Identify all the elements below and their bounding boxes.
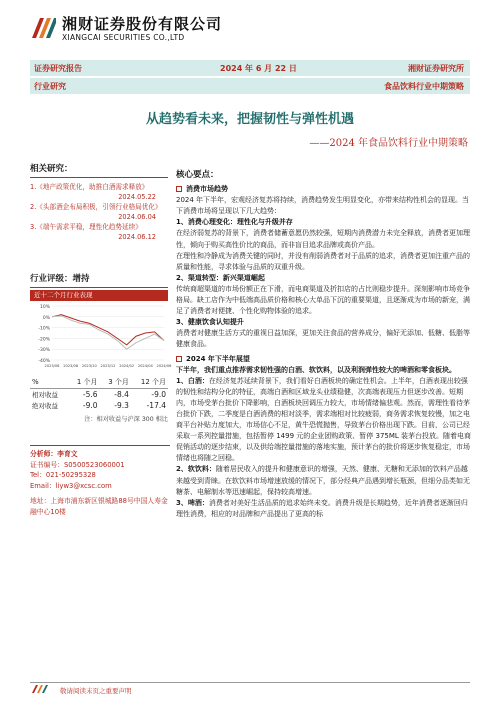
table-cell: -9.0	[82, 401, 98, 410]
footer-logo-icon	[32, 685, 54, 693]
x-tick-label: 2023/12	[100, 364, 116, 368]
related-research	[30, 162, 168, 242]
related-item[interactable]: 1.《地产政策优化，助推白酒需求释放》	[30, 183, 149, 191]
section-divider	[30, 445, 170, 446]
x-tick-label: 2024/02	[119, 364, 135, 368]
table-header: 12 个月	[131, 376, 168, 389]
y-tick-label: -20%	[38, 337, 50, 343]
report-type: 证券研究报告	[34, 64, 82, 73]
related-item-date: 2024.06.12	[118, 233, 156, 241]
footer-disclaimer: 敬请阅读末页之重要声明	[60, 687, 132, 695]
sub-heading: 2、渠道转型：新兴渠道崛起	[176, 273, 265, 282]
chart-title: 近十二个月行业表现	[30, 290, 168, 301]
related-item-date: 2024.05.22	[118, 193, 156, 201]
x-tick-label: 2024/06	[156, 364, 172, 368]
paragraph: 下半年，我们重点推荐需求韧性强的白酒、软饮料，以及利润弹性较大的啤酒和零食板块。	[176, 365, 456, 374]
report-series: 食品饮料行业中期策略	[384, 82, 464, 91]
footer-divider	[30, 682, 470, 683]
key-points-heading: 核心要点：	[176, 170, 219, 180]
company-name-cn: 湘财证券股份有限公司	[62, 15, 223, 33]
paragraph-text: 随着居民收入的提升和健康意识的增强，天然、健康、无糖和无添加的饮料产品越来越受到青睐。在软饮料市场增速放缓的情况下，部分经典产品遇到增长瓶颈，但细分品类如无糖茶、电解制水等迅速崛起，保持较高增速。	[176, 465, 470, 496]
related-item-date: 2024.06.04	[118, 213, 156, 221]
x-tick-label: 2023/10	[81, 364, 97, 368]
paragraph: 在理性和冷静成为消费关键的同时，并没有削弱消费者对于品质的追求，消费者更加注重产品的质量和性能，寻求体验与品质的双重升级。	[176, 251, 470, 271]
table-cell: -5.6	[82, 390, 98, 399]
checkbox-icon	[176, 356, 182, 362]
paragraph: 消费者对健康生活方式的重视日益加深，更加关注食品的营养成分，偏好无添加、低糖、低脂等健康食品。	[176, 329, 470, 349]
institute-name: 湘财证券研究所	[408, 64, 464, 73]
section-heading-text: 消费市场趋势	[186, 185, 228, 194]
paragraph: 在经济弱复苏的背景下，消费者储蓄意愿仍然较强，短期内消费潜力未完全释放，消费者更加理性，倾向于购买高性价比的商品，而非盲目追求品牌或高价产品。	[176, 229, 470, 249]
section-heading	[176, 354, 472, 365]
paragraph	[176, 376, 472, 465]
table-cell: -8.4	[114, 390, 129, 399]
x-tick-label: 2023/06	[44, 364, 60, 368]
x-tick-label: 2024/04	[137, 364, 153, 368]
related-item[interactable]: 3.《端午需求平稳，理性化趋势延续》	[30, 223, 142, 231]
y-tick-label: -40%	[38, 359, 50, 364]
page-title: 从趋势看未来，把握韧性与弹性机遇	[145, 112, 354, 127]
paragraph	[176, 464, 472, 497]
page-subtitle: ——2024 年食品饮料行业中期策略	[309, 138, 468, 149]
analyst-tel: Tel：021-50295328	[30, 471, 96, 479]
analyst-name: 分析师：李育文	[30, 450, 78, 458]
section-heading-text: 2024 年下半年展望	[186, 354, 250, 363]
header-band-2	[30, 78, 470, 94]
paragraph-lead: 3、啤酒：	[176, 498, 209, 507]
table-header: 3 个月	[100, 376, 131, 389]
analyst-info	[30, 442, 170, 491]
main-content	[176, 170, 472, 520]
table-cell: -9.0	[151, 390, 166, 399]
table-note: 注：相对收益与沪深 300 相比	[84, 416, 168, 423]
table-row	[30, 400, 168, 411]
related-list	[30, 182, 168, 242]
rating-label: 行业评级：增持	[30, 274, 90, 284]
industry-rating	[30, 272, 168, 288]
header-band-1	[30, 60, 470, 76]
section-heading	[176, 184, 472, 195]
sub-heading: 1、消费心理变化：理性化与升级并存	[176, 218, 293, 227]
performance-table	[30, 376, 168, 423]
table-cell: 相对收益	[32, 391, 58, 399]
table-cell: 绝对收益	[32, 402, 58, 410]
y-tick-label: -10%	[38, 326, 50, 332]
paragraph-text: 在经济复苏延续背景下，我们看好白酒板块的确定性机会。上半年，白酒表现出较强的韧性和结构分化的特征，高端白酒和区域龙头业绩稳健，次高端表现压力但逐步改善。短期内，市场受茅台批价下降影响，白酒板块回调压力较大，市场情绪偏悲观。然而，需理性看待茅台批价下跌，二季度是白酒消费的相对淡季，需求端相对比较疲弱，商务需求恢复较慢，加之电商平台补贴力度加大，市场信心不足，黄牛恐慌抛售，导致茅台价格出现下跌。目前，公司已经采取一系列控量措施，包括暂停 1499 元的企业团购政策、暂停 375ML 装茅台投放。随着电商促销活动的逐步结束，以及供给端控量措施的落地实施，预计茅台的批价将逐步恢复稳定，市场情绪也将随之回稳。	[176, 376, 472, 463]
table-row	[30, 389, 168, 401]
paragraph: 传统商超渠道的市场份额正在下滑，而电商渠道及折扣店的占比则稳步提升。深刻影响市场竞争格局。缺工店作为中低端高品质价格和核心大单品下沉的重要渠道，且逐渐成为市场的新宠，满足了消费者对便捷、个性化购物体验的追求。	[176, 284, 470, 316]
analyst-address: 地址：上海市浦东新区银城路88号中国人寿金融中心10楼	[30, 497, 168, 516]
table-cell: -17.4	[146, 401, 166, 410]
company-name-en: XIANGCAI SECURITIES CO.,LTD	[62, 33, 185, 42]
related-heading: 相关研究：	[30, 164, 73, 174]
checkbox-icon	[176, 186, 182, 192]
report-date: 2024 年 6 月 22 日	[220, 64, 297, 73]
paragraph: 2024 年下半年，宏观经济复苏将持续，消费趋势发生明显变化，亦带来结构性机会的显现。当下消费市场将呈现以下几大趋势：	[176, 196, 470, 216]
y-tick-label: 10%	[39, 305, 50, 310]
paragraph	[176, 498, 472, 520]
table-cell: -9.3	[114, 401, 129, 410]
section-divider	[30, 177, 168, 178]
paragraph-lead: 2、软饮料：	[176, 465, 216, 474]
x-tick-label: 2023/08	[63, 364, 79, 368]
related-item[interactable]: 2.《头部酒企布局积极，引领行业格局优化》	[30, 203, 162, 211]
section-divider	[30, 287, 168, 288]
performance-chart	[30, 290, 172, 372]
sub-heading: 3、健康饮食认知提升	[176, 318, 244, 327]
report-category: 行业研究	[34, 82, 66, 91]
paragraph-text: 消费者对美好生活品质的追求始终未变。消费升级是长期趋势，近年消费者逐渐回归理性消费，相应的对品牌和产品提出了更高的标	[176, 498, 468, 518]
analyst-email[interactable]: Email：liyw3@xcsc.com	[30, 481, 112, 490]
y-tick-label: 0%	[42, 315, 50, 321]
paragraph-lead: 1、白酒：	[176, 376, 209, 385]
table-header: 1 个月	[68, 376, 99, 389]
y-tick-label: -30%	[38, 348, 50, 354]
analyst-cert: 证书编号：S0500523060001	[30, 460, 125, 469]
table-header: %	[30, 376, 68, 389]
company-logo-icon	[30, 14, 56, 40]
